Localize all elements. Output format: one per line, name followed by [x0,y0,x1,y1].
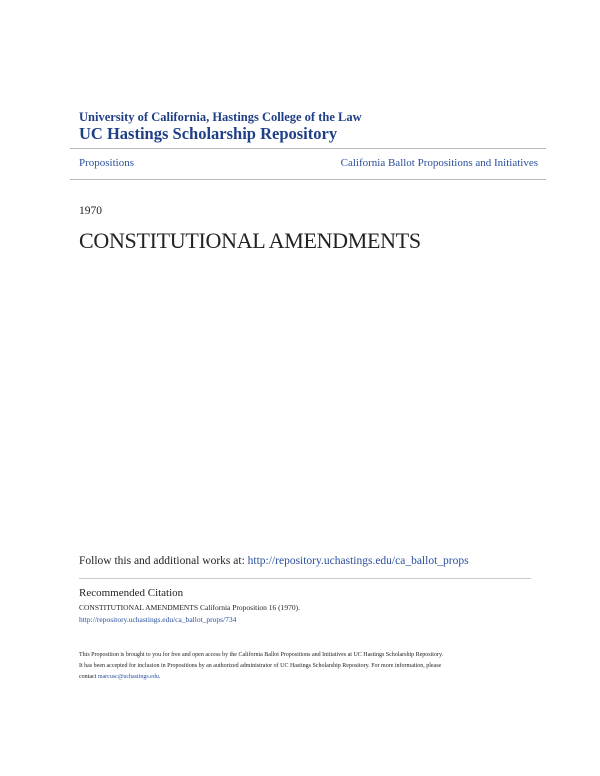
follow-line [79,555,469,567]
access-notice-line-3 [79,672,527,683]
follow-label: Follow this and additional works at: [79,555,245,567]
access-notice [79,650,527,683]
document-year: 1970 [79,205,102,217]
propositions-link[interactable]: Propositions [79,157,135,169]
institution-name: University of California, Hastings College of the Law [79,110,362,124]
citation-divider [79,578,531,579]
collection-nav [79,157,538,169]
citation-heading: Recommended Citation [79,587,184,599]
nav-divider-top [70,148,546,149]
nav-divider-bottom [70,179,546,180]
contact-email-link[interactable]: marcusc@uchastings.edu [97,674,159,680]
repository-header [79,110,549,144]
citation-link[interactable]: http://repository.uchastings.edu/ca_ballot_props/734 [79,615,237,624]
ballot-propositions-link[interactable]: California Ballot Propositions and Initiatives [340,157,538,169]
access-notice-line-1: This Proposition is brought to you for free and open access by the California Ballot Propositions and Initiatives at UC Hastings Scholarship Repository. [79,652,444,658]
document-title: CONSTITUTIONAL AMENDMENTS [79,228,421,253]
citation-text: CONSTITUTIONAL AMENDMENTS California Proposition 16 (1970). [79,603,300,612]
contact-suffix: . [158,674,161,680]
follow-link[interactable]: http://repository.uchastings.edu/ca_ballot_props [247,555,469,567]
repository-name: UC Hastings Scholarship Repository [79,124,338,143]
access-notice-line-2: It has been accepted for inclusion in Propositions by an authorized administrator of UC Hastings Scholarship Repository. For more information, please [79,663,442,669]
contact-prefix: contact [79,674,97,680]
